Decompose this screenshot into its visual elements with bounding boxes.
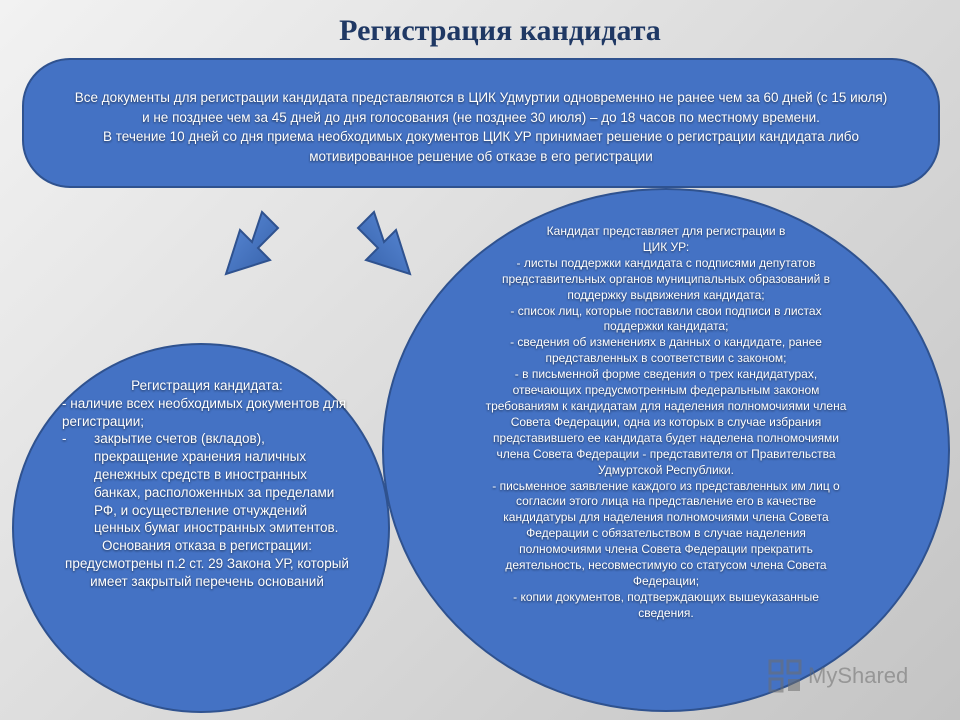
- down-right-arrow-icon: [354, 210, 418, 278]
- condition-item-documents: - наличие всех необходимых документов для регистрации;: [62, 395, 347, 429]
- documents-line: - сведения об изменениях в данных о кандидате, ранее: [510, 335, 822, 350]
- documents-line: - копии документов, подтверждающих вышеуказанные: [513, 589, 819, 604]
- documents-line: ЦИК УР:: [642, 239, 690, 254]
- myshared-watermark: [768, 656, 938, 696]
- down-left-arrow-icon: [218, 210, 282, 278]
- documents-line: поддержку выдвижения кандидата;: [567, 287, 765, 302]
- deadline-line-2: и не позднее чем за 45 дней до дня голосования (не позднее 30 июля) – до 18 часов по местному времени.: [142, 109, 820, 125]
- documents-line: отвечающих предусмотренным федеральным законом: [512, 383, 820, 398]
- refusal-grounds-text: Основания отказа в регистрации: предусмотрены п.2 ст. 29 Закона УР, который имеет закрытый перечень оснований: [65, 538, 349, 589]
- bullet-dash: -: [62, 431, 67, 447]
- required-documents-list: [456, 224, 876, 622]
- registration-conditions-circle: [12, 343, 390, 713]
- documents-line: сведения.: [638, 605, 694, 620]
- documents-line: - в письменной форме сведения о трех кандидатурах,: [514, 367, 818, 382]
- documents-line: - письменное заявление каждого из представленных им лиц о: [492, 478, 840, 493]
- documents-line: кандидатуры для наделения полномочиями члена Совета: [503, 510, 829, 525]
- documents-line: требованиям к кандидатам для наделения полномочиями члена: [485, 398, 847, 413]
- registration-deadlines-box: [22, 58, 940, 188]
- documents-line: Федерации с обязательством в случае наделения: [526, 526, 806, 541]
- deadline-line-3: В течение 10 дней со дня приема необходимых документов ЦИК УР принимает решение о регистрации кандидата либо: [103, 129, 859, 144]
- condition-item-accounts: [62, 430, 352, 537]
- documents-line: - список лиц, которые поставили свои подписи в листах: [510, 303, 822, 318]
- registration-conditions-heading: Регистрация кандидата:: [131, 378, 283, 393]
- watermark-text: MyShared: [808, 663, 909, 688]
- documents-line: представленных в соответствии с законом;: [545, 351, 787, 366]
- documents-line: согласии этого лица на представление его в качестве: [515, 494, 817, 509]
- documents-line: Совета Федерации, одна из которых в случае избрания: [510, 414, 822, 429]
- page-title: Регистрация кандидата: [339, 14, 661, 47]
- documents-line: Удмуртской Республики.: [598, 462, 734, 477]
- required-documents-circle: [382, 188, 950, 712]
- deadline-line-4: мотивированное решение об отказе в его регистрации: [309, 148, 653, 164]
- documents-line: представительных органов муниципальных образований в: [501, 271, 831, 286]
- deadline-line-1: Все документы для регистрации кандидата представляются в ЦИК Удмуртии одновременно не ранее чем за 60 дней (с 15 июля): [74, 90, 888, 105]
- documents-line: Кандидат представляет для регистрации в: [546, 224, 786, 238]
- documents-line: члена Совета Федерации - представителя от Правительства: [496, 446, 836, 461]
- documents-line: представившего ее кандидата будет наделена полномочиями: [493, 430, 839, 445]
- myshared-logo-icon: [768, 659, 802, 693]
- condition-item-accounts-text: закрытие счетов (вкладов), прекращение хранения наличных денежных средств в иностранных банках, расположенных за пределами РФ, и осуществление отчуждений ценных бумаг иностранных эмитентов.: [94, 431, 339, 536]
- documents-line: - листы поддержки кандидата с подписями депутатов: [516, 255, 816, 270]
- documents-line: полномочиями члена Совета Федерации прекратить: [519, 542, 813, 557]
- documents-line: Федерации;: [632, 573, 700, 588]
- documents-line: поддержки кандидата;: [603, 319, 729, 334]
- documents-line: деятельность, несовместимую со статусом члена Совета: [505, 558, 827, 573]
